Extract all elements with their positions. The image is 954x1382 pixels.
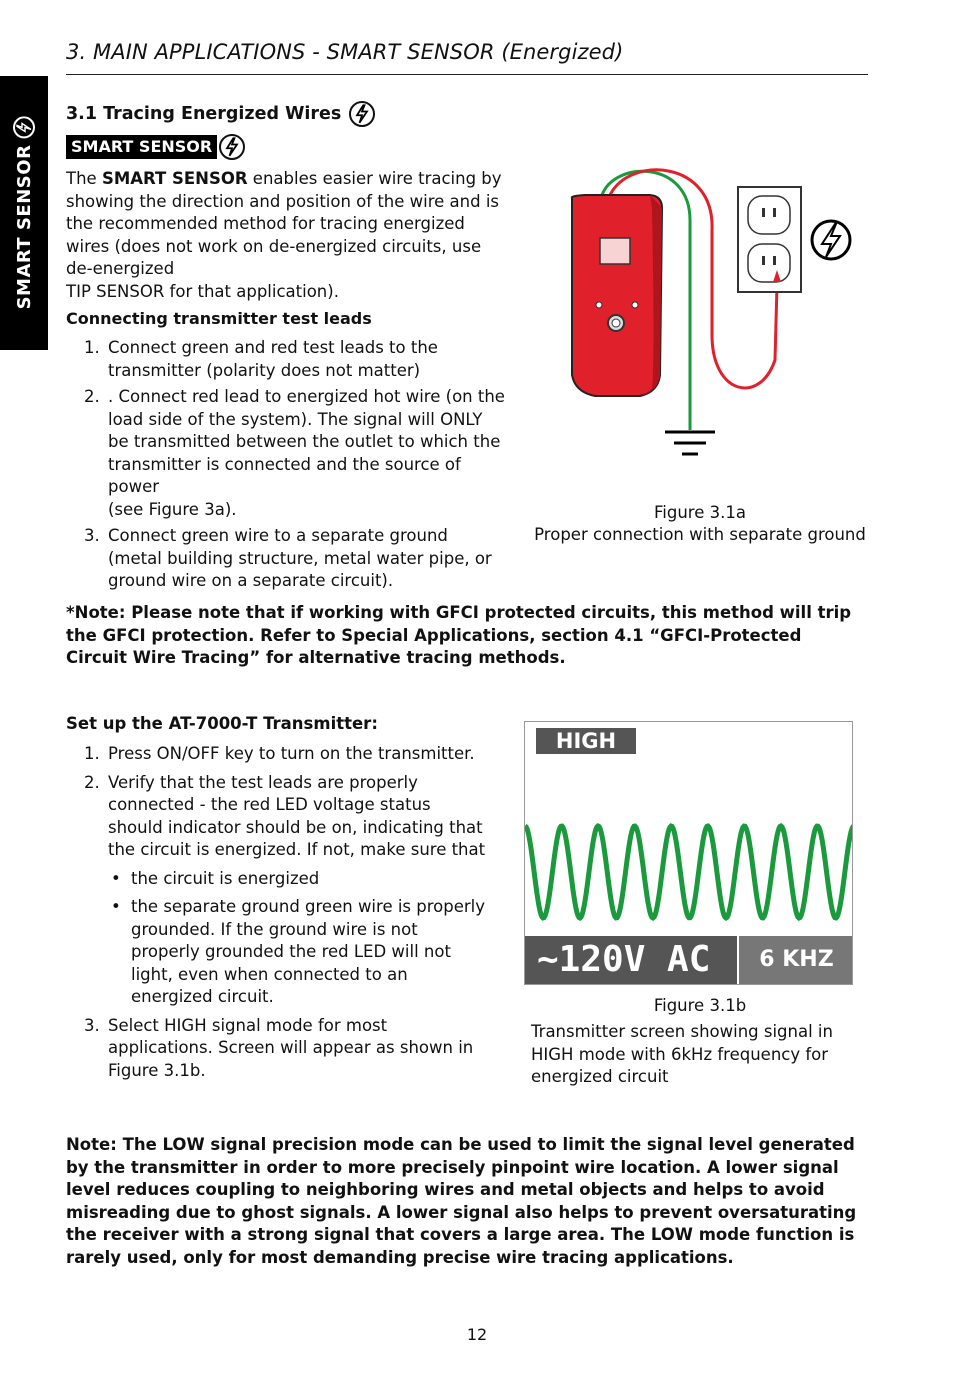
bullet-item: • the circuit is energized [111, 868, 320, 888]
intro-paragraph [66, 168, 512, 303]
intro-prefix: The [66, 169, 102, 188]
smart-sensor-tag: SMART SENSOR [66, 135, 217, 159]
intro-rest: enables easier wire tracing by showing the direction and position of the wire and is the recommended method for tracing energized wires (does not work on de-energized circuits, use de-energized [66, 169, 502, 278]
list-item: 2. Verify that the test leads are properly connected - the red LED voltage status should indicator should be on, indicating that the circuit is energized. If not, make sure that [84, 772, 486, 859]
voltage-readout: ~120V AC [525, 936, 737, 984]
figure-3-1b-label: Figure 3.1b [653, 996, 747, 1015]
header-rule [66, 74, 868, 75]
side-tab [0, 76, 48, 350]
frequency-readout: 6 KHZ [739, 936, 853, 984]
transmitter-body [572, 195, 662, 396]
lightning-icon [13, 117, 35, 139]
list-item: 2. . Connect red lead to energized hot wire (on the load side of the system). The signal will ONLY be transmitted between the outlet to which the transmitter is connected and the source of power (see Figure 3a). [84, 387, 505, 519]
gfci-note: *Note: Please note that if working with GFCI protected circuits, this method will trip the GFCI protection. Refer to Special Applications, section 4.1 “GFCI-Protected Circuit Wire Tracing” for alternative tracing methods. [66, 603, 852, 667]
signal-mode-label: HIGH [536, 728, 636, 754]
lightning-icon [349, 101, 375, 127]
transmitter-screen-figure [524, 721, 853, 985]
transmitter-screen [600, 238, 630, 264]
intro-bold: SMART SENSOR [101, 169, 248, 188]
signal-waveform [525, 820, 853, 924]
section-title: 3.1 Tracing Energized Wires [66, 104, 342, 124]
lightning-icon [812, 221, 850, 259]
figure-3-1a-label: Figure 3.1a [654, 503, 746, 522]
low-mode-note: Note: The LOW signal precision mode can be used to limit the signal level generated by the transmitter in order to more precisely pinpoint wire location. A lower signal level reduces coupling to neighboring wires and metal objects and helps to avoid misreading due to ghost signals. A lower signal also helps to prevent oversaturating the receiver with a strong signal that covers a large area. The LOW mode function is rarely used, only for most demanding precise wire tracing applications. [66, 1135, 857, 1267]
ground-symbol [665, 432, 715, 454]
list-item: 1. Press ON/OFF key to turn on the transmitter. [84, 744, 475, 763]
outlet-receptacle [748, 244, 790, 282]
side-tab-label: SMART SENSOR [13, 144, 35, 310]
connect-steps-list [66, 337, 506, 593]
setup-heading: Set up the AT-7000-T Transmitter: [66, 714, 378, 733]
bullet-item: • the separate ground green wire is properly grounded. If the ground wire is not properly grounded the red LED will not light, even when connected to an energized circuit. [111, 897, 486, 1006]
setup-steps-list [66, 743, 486, 1082]
figure-3-1b-caption: Transmitter screen showing signal in HIGH mode with 6kHz frequency for energized circuit [531, 1022, 833, 1086]
figure-3-1a-illustration [540, 160, 870, 500]
outlet-receptacle [748, 196, 790, 234]
connect-heading: Connecting transmitter test leads [66, 309, 372, 328]
page-number: 12 [466, 1325, 488, 1344]
section-title-row [66, 101, 375, 127]
list-item: 1. Connect green and red test leads to the transmitter (polarity does not matter) [84, 338, 438, 380]
list-item: 3. Connect green wire to a separate ground (metal building structure, metal water pipe, or ground wire on a separate circuit). [84, 526, 492, 590]
intro-line2: TIP SENSOR for that application). [66, 281, 339, 301]
waveform-line [525, 826, 853, 918]
lightning-icon [219, 134, 245, 160]
list-item: 3. Select HIGH signal mode for most applications. Screen will appear as shown in Figure 3.1b. [84, 1015, 474, 1080]
figure-3-1a-caption: Proper connection with separate ground [534, 525, 866, 544]
page-header-title: 3. MAIN APPLICATIONS - SMART SENSOR (Energized) [66, 40, 624, 64]
